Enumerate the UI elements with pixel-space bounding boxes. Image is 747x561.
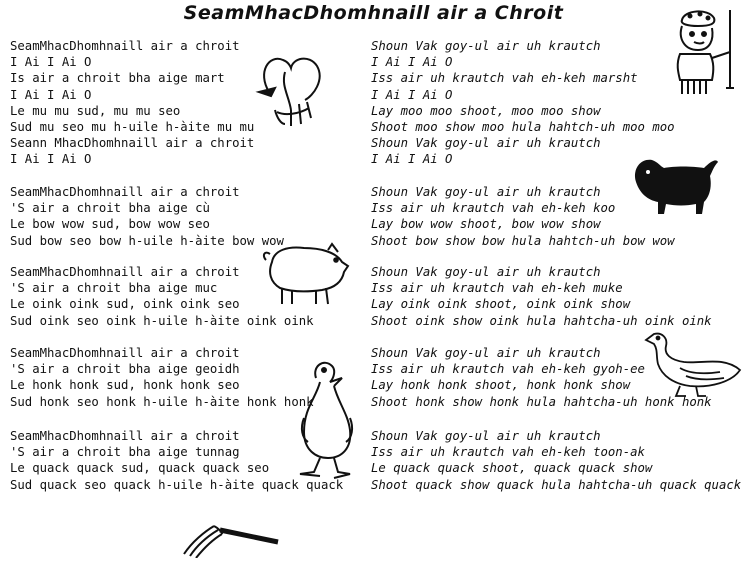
- lyric-line: Lay honk honk shoot, honk honk show: [371, 378, 631, 393]
- lyric-line: SeamMhacDhomhnaill air a chroit: [10, 39, 240, 53]
- lyric-line: Iss air uh krautch vah eh-keh gyoh-ee: [371, 362, 645, 377]
- lyric-line: 'S air a chroit bha aige geoidh: [10, 362, 240, 377]
- lyric-line: SeamMhacDhomhnaill air a chroit: [10, 265, 240, 279]
- lyric-line: 'S air a chroit bha aige muc: [10, 281, 218, 296]
- lyric-line: 'S air a chroit bha aige cù: [10, 201, 210, 216]
- lyric-line: Sud quack seo quack h-uile h-àite quack quack: [10, 477, 344, 492]
- lyric-line: Shoot moo show moo hula hahtch-uh moo moo: [371, 120, 675, 135]
- lyric-line: Le oink oink sud, oink oink seo: [10, 297, 240, 312]
- lyric-line: Shoot oink show oink hula hahtcha-uh oink oink: [371, 313, 712, 328]
- lyric-line: Sud mu seo mu h-uile h-àite mu mu: [10, 120, 255, 135]
- lyric-line: Lay bow wow shoot, bow wow show: [371, 217, 601, 232]
- lyric-line: Seann MhacDhomhnaill air a chroit: [10, 136, 255, 151]
- lyric-line: Iss air uh krautch vah eh-keh koo: [371, 201, 616, 216]
- duck-drawing-icon: [294, 358, 358, 484]
- lyric-line: Le quack quack sud, quack quack seo: [10, 461, 270, 476]
- phonetic-verse-1: [371, 38, 675, 168]
- lyric-line: Shoun Vak goy-ul air uh krautch: [371, 265, 601, 279]
- lyric-line: Lay moo moo shoot, moo moo show: [371, 103, 601, 118]
- lyric-line: 'S air a chroit bha aige tunnag: [10, 445, 240, 460]
- page-title: SeamMhacDhomhnaill air a Chroit: [183, 2, 564, 24]
- cow-drawing-icon: [255, 52, 325, 132]
- lyric-line: Shoun Vak goy-ul air uh krautch: [371, 429, 601, 443]
- lyric-line: Le honk honk sud, honk honk seo: [10, 378, 240, 393]
- gaelic-verse-4: [10, 345, 314, 410]
- phonetic-verse-3: [371, 264, 712, 329]
- lyric-line: Iss air uh krautch vah eh-keh muke: [371, 281, 623, 296]
- goose-drawing-icon: [640, 326, 744, 398]
- lyric-line: Is air a chroit bha aige mart: [10, 71, 225, 86]
- lyric-line: Sud oink seo oink h-uile h-àite oink oink: [10, 313, 314, 328]
- gaelic-verse-1: [10, 38, 254, 168]
- lyric-line: Iss air uh krautch vah eh-keh marsht: [371, 71, 638, 86]
- lyric-line: Shoun Vak goy-ul air uh krautch: [371, 346, 601, 360]
- gaelic-verse-2: [10, 184, 284, 249]
- lyric-line: Shoot honk show honk hula hahtcha-uh honk honk: [371, 394, 712, 409]
- lyric-line: I Ai I Ai O: [10, 55, 92, 70]
- pig-drawing-icon: [258, 242, 352, 310]
- lyric-line: Le quack quack shoot, quack quack show: [371, 461, 653, 476]
- phonetic-verse-2: [371, 184, 675, 249]
- lyric-line: Le mu mu sud, mu mu seo: [10, 103, 181, 118]
- lyric-line: Lay oink oink shoot, oink oink show: [371, 297, 631, 312]
- lyric-line: Shoot quack show quack hula hahtcha-uh quack quack: [371, 477, 742, 492]
- farmer-drawing-icon: [670, 8, 744, 100]
- lyric-line: I Ai I Ai O: [10, 87, 92, 102]
- lyric-line: I Ai I Ai O: [371, 55, 453, 70]
- lyric-line: Sud bow seo bow h-uile h-àite bow wow: [10, 233, 284, 248]
- lyric-line: I Ai I Ai O: [371, 87, 453, 102]
- lyric-line: Le bow wow sud, bow wow seo: [10, 217, 210, 232]
- lyric-line: Shoun Vak goy-ul air uh krautch: [371, 136, 601, 151]
- lyric-line: SeamMhacDhomhnaill air a chroit: [10, 429, 240, 443]
- lyric-line: I Ai I Ai O: [10, 152, 92, 167]
- lyric-line: Shoun Vak goy-ul air uh krautch: [371, 185, 601, 199]
- phonetic-verse-5: [371, 428, 741, 493]
- dog-drawing-icon: [630, 152, 722, 218]
- lyric-line: Sud honk seo honk h-uile h-àite honk honk: [10, 394, 314, 409]
- lyric-line: SeamMhacDhomhnaill air a chroit: [10, 185, 240, 199]
- lyric-line: I Ai I Ai O: [371, 152, 453, 167]
- lyric-line: SeamMhacDhomhnaill air a chroit: [10, 346, 240, 360]
- lyric-line: Iss air uh krautch vah eh-keh toon-ak: [371, 445, 645, 460]
- pitchfork-drawing-icon: [180, 512, 280, 558]
- lyric-line: Shoot bow show bow hula hahtch-uh bow wow: [371, 233, 675, 248]
- lyric-line: Shoun Vak goy-ul air uh krautch: [371, 39, 601, 53]
